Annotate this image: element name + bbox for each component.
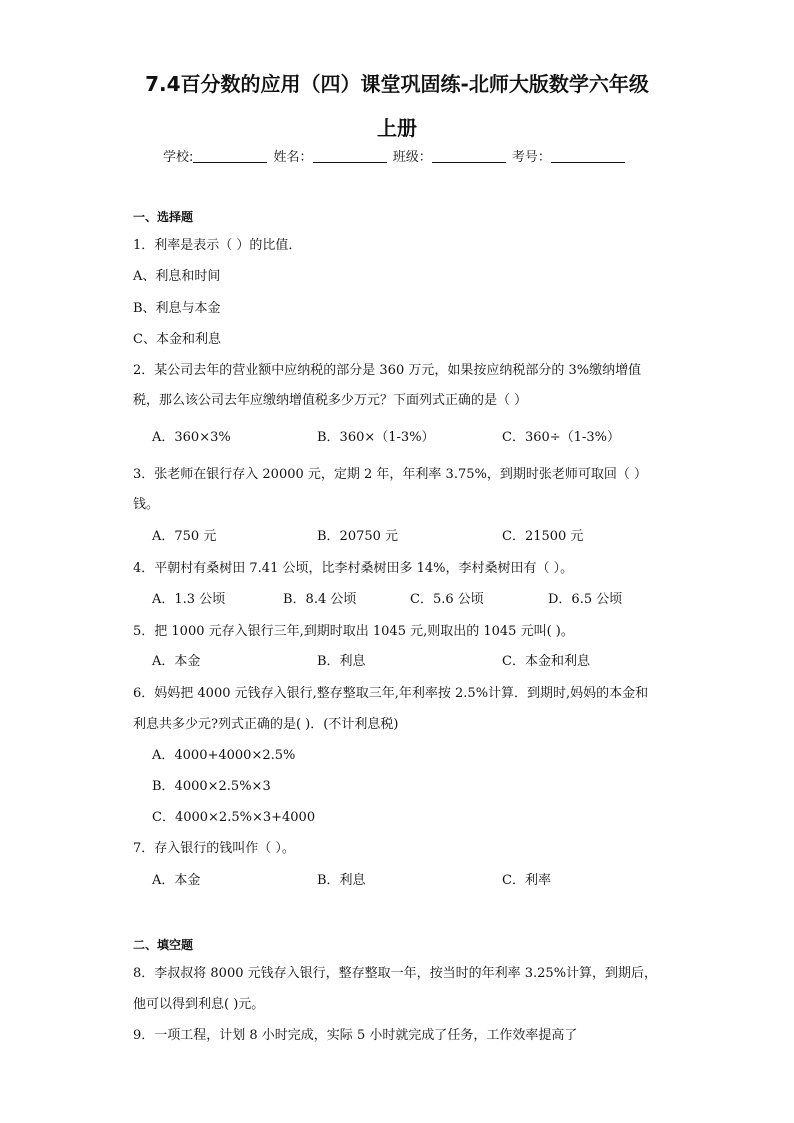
exam-number-label: 考号： <box>511 150 551 165</box>
question-4-option-c: C．5.6 公顷 <box>410 592 484 607</box>
question-4-stem: 4．平朝村有桑树田 7.41 公顷，比李村桑树田多 14%，李村桑树田有（ ）。 <box>133 561 574 576</box>
class-label: 班级： <box>392 150 432 165</box>
question-3-option-c: C．21500 元 <box>502 529 584 544</box>
question-7-option-b: B．利息 <box>317 873 366 888</box>
exam-number-field[interactable] <box>551 148 625 163</box>
question-3-option-b: B．20750 元 <box>317 529 399 544</box>
question-8-stem-line1: 8．李叔叔将 8000 元钱存入银行，整存整取一年，按当时的年利率 3.25%计算，到期后， <box>133 966 658 981</box>
question-7-stem: 7．存入银行的钱叫作（ ）。 <box>133 841 295 856</box>
name-label: 姓名： <box>273 150 313 165</box>
question-4-option-b: B．8.4 公顷 <box>283 592 357 607</box>
question-6-stem-line1: 6．妈妈把 4000 元钱存入银行,整存整取三年,年利率按 2.5%计算．到期时,妈妈的本金和 <box>133 686 649 701</box>
question-6-stem-line2: 利息共多少元?列式正确的是( )．(不计利息税) <box>133 717 399 732</box>
question-3-stem-line2: 钱。 <box>133 497 160 512</box>
question-7-option-c: C．利率 <box>502 873 551 888</box>
question-1-option-a: A、利息和时间 <box>133 269 221 284</box>
section-heading-choice: 一、选择题 <box>133 210 194 224</box>
question-2-stem-line1: 2．某公司去年的营业额中应纳税的部分是 360 万元，如果按应纳税部分的 3%缴纳增值 <box>133 363 642 378</box>
document-title-line2: 上册 <box>377 116 417 140</box>
question-5-stem: 5．把 1000 元存入银行三年,到期时取出 1045 元,则取出的 1045 元叫( )。 <box>133 624 574 639</box>
question-5-option-a: A．本金 <box>152 654 201 669</box>
question-6-option-c: C．4000×2.5%×3+4000 <box>152 810 316 825</box>
question-9-stem-line1: 9．一项工程，计划 8 小时完成，实际 5 小时就完成了任务，工作效率提高了 <box>133 1028 578 1043</box>
question-1-stem: 1．利率是表示（ ）的比值． <box>133 238 302 253</box>
question-6-option-a: A．4000+4000×2.5% <box>152 748 296 763</box>
question-1-option-c: C、本金和利息 <box>133 332 221 347</box>
class-field[interactable] <box>432 148 506 163</box>
question-7-option-a: A．本金 <box>152 873 201 888</box>
name-field[interactable] <box>313 148 387 163</box>
question-6-option-b: B．4000×2.5%×3 <box>152 779 271 794</box>
school-field[interactable] <box>193 148 267 163</box>
document-title: 7.4百分数的应用（四）课堂巩固练-北师大版数学六年级 <box>145 72 649 96</box>
section-heading-fill-in: 二、填空题 <box>133 938 194 952</box>
question-4-option-d: D．6.5 公顷 <box>548 592 623 607</box>
question-2-option-a: A．360×3% <box>152 430 231 445</box>
student-info-row <box>163 146 627 165</box>
question-2-stem-line2: 税，那么该公司去年应缴纳增值税多少万元？下面列式正确的是（ ） <box>133 393 528 408</box>
question-1-option-b: B、利息与本金 <box>133 301 221 316</box>
question-4-option-a: A．1.3 公顷 <box>152 592 226 607</box>
question-8-stem-line2: 他可以得到利息( )元。 <box>133 997 265 1012</box>
question-3-option-a: A．750 元 <box>152 529 217 544</box>
school-label: 学校: <box>163 150 194 165</box>
question-3-stem-line1: 3．张老师在银行存入 20000 元，定期 2 年，年利率 3.75%，到期时张老师可取回（ ） <box>133 467 647 482</box>
question-5-option-c: C．本金和利息 <box>502 654 590 669</box>
question-2-option-b: B．360×（1-3%） <box>317 430 435 445</box>
question-2-option-c: C．360÷（1-3%） <box>502 430 620 445</box>
question-5-option-b: B．利息 <box>317 654 366 669</box>
